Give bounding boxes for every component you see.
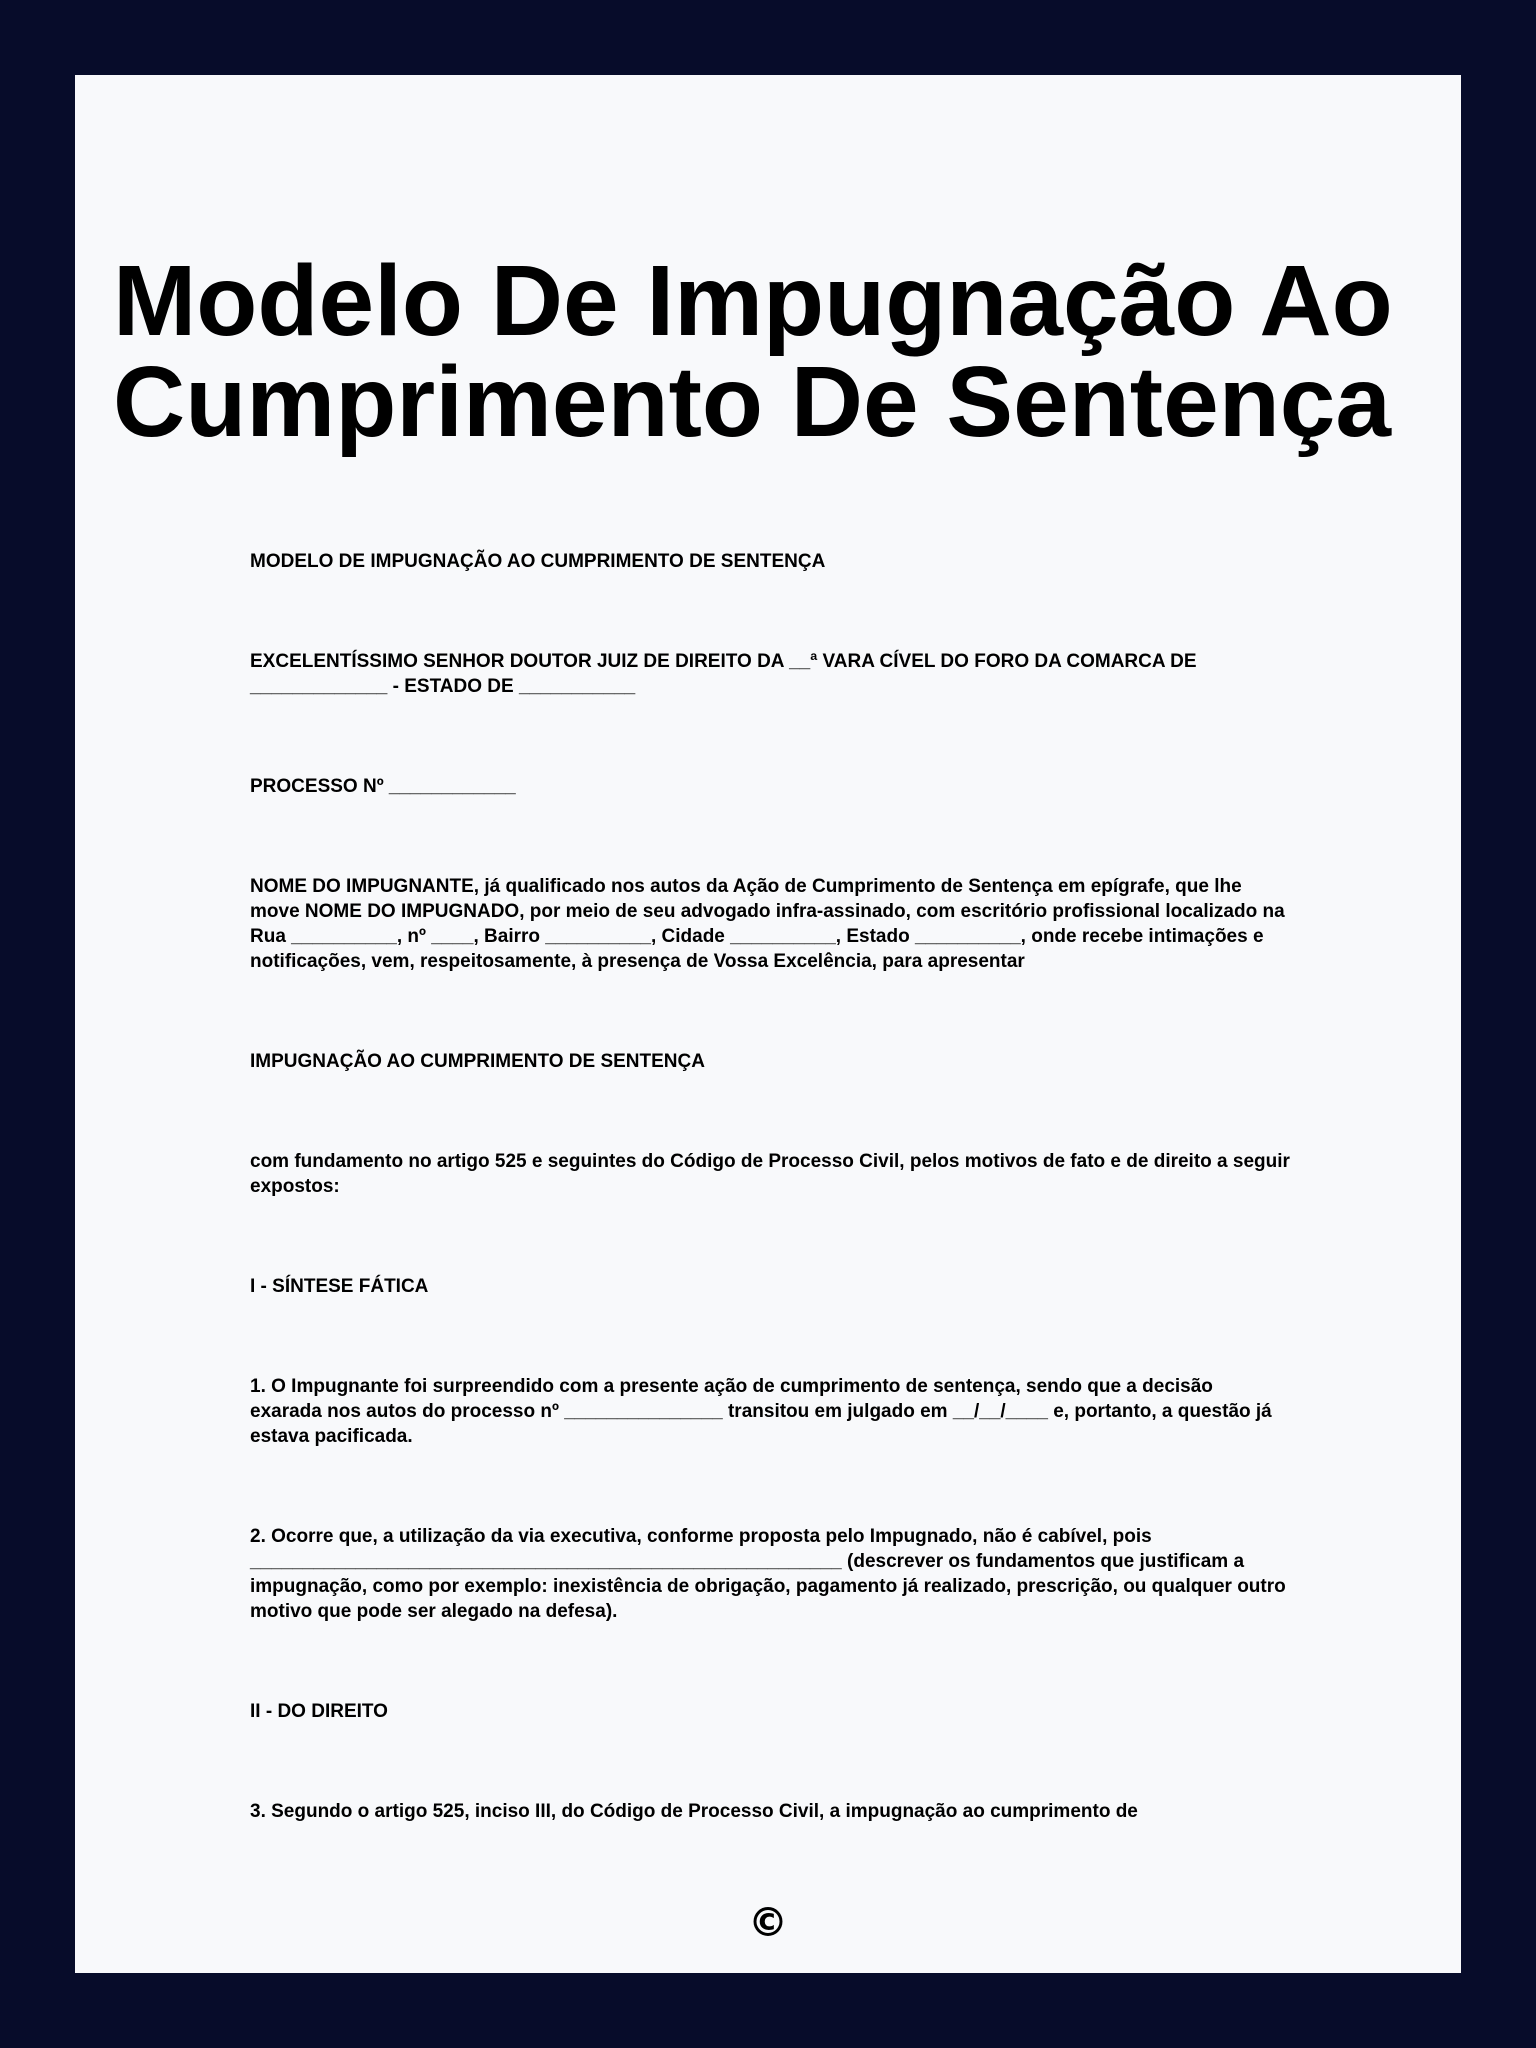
doc-item-2: 2. Ocorre que, a utilização da via executiva, conforme proposta pelo Impugnado, não é cabível, pois ________________________________________________________ (descrever os fundamentos que justificam a impugnação, como por exemplo: inexistência de obrigação, pagamento já realizado, prescrição, ou qualquer outro motivo que pode ser alegado na defesa). [250,1526,1286,1622]
document-body [250,549,1290,1899]
doc-legal-basis: com fundamento no artigo 525 e seguintes do Código de Processo Civil, pelos motivos de fato e de direito a seguir expostos: [250,1151,1290,1197]
doc-section-impugnacao: IMPUGNAÇÃO AO CUMPRIMENTO DE SENTENÇA [250,1051,705,1072]
doc-section-direito: II - DO DIREITO [250,1701,388,1722]
copyright-icon: © [748,1900,788,1946]
doc-item-1: 1. O Impugnante foi surpreendido com a presente ação de cumprimento de sentença, sendo que a decisão exarada nos autos do processo nº _______________ transitou em julgado em __/__/____ e, portanto, a questão já estava pacificada. [250,1376,1272,1447]
doc-heading: MODELO DE IMPUGNAÇÃO AO CUMPRIMENTO DE SENTENÇA [250,551,826,572]
doc-qualification: NOME DO IMPUGNANTE, já qualificado nos autos da Ação de Cumprimento de Sentença em epígrafe, que lhe move NOME DO IMPUGNADO, por meio de seu advogado infra-assinado, com escritório profissional localizado na Rua __________, nº ____, Bairro __________, Cidade __________, Estado __________, onde recebe intimações e notificações, vem, respeitosamente, à presença de Vossa Excelência, para apresentar [250,876,1285,972]
doc-addressee: EXCELENTÍSSIMO SENHOR DOUTOR JUIZ DE DIREITO DA __ª VARA CÍVEL DO FORO DA COMARCA DE _____________ - ESTADO DE ___________ [250,651,1197,697]
page-title: Modelo De Impugnação Ao Cumprimento De Sentença [113,245,1393,458]
document-page [75,75,1461,1973]
doc-item-3: 3. Segundo o artigo 525, inciso III, do Código de Processo Civil, a impugnação ao cumprimento de [250,1801,1138,1822]
doc-process-number: PROCESSO Nº ____________ [250,776,516,797]
doc-section-sintese: I - SÍNTESE FÁTICA [250,1276,429,1297]
